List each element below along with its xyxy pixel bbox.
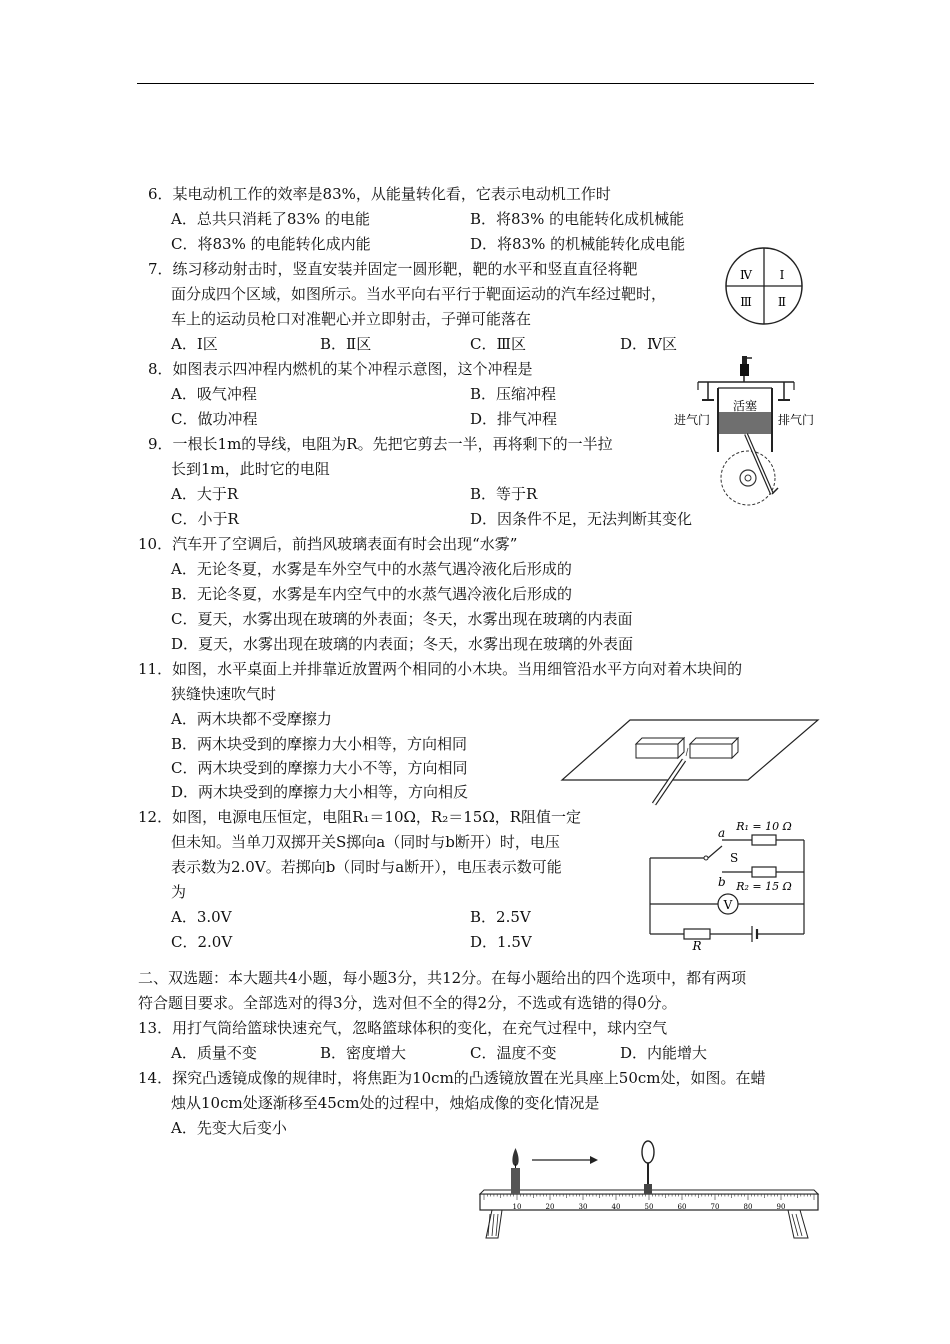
q7-option-d[interactable]: D．Ⅳ区 xyxy=(620,335,678,353)
q11-option-d[interactable]: D．两木块受到的摩擦力大小相等，方向相反 xyxy=(171,783,469,801)
q10-stem: 10．汽车开了空调后，前挡风玻璃表面有时会出现“水雾” xyxy=(138,535,518,553)
q9-stem-1: 9．一根长1m的导线，电阻为R。先把它剪去一半，再将剩下的一半拉 xyxy=(148,435,613,453)
ruler-tick-label: 80 xyxy=(743,1203,753,1211)
q10-option-c[interactable]: C．夏天，水雾出现在玻璃的外表面；冬天，水雾出现在玻璃的内表面 xyxy=(171,610,633,628)
q9-option-b[interactable]: B．等于R xyxy=(470,485,538,503)
target-diagram xyxy=(724,246,806,328)
q8-option-d[interactable]: D．排气冲程 xyxy=(470,410,558,428)
q12-stem-2: 但未知。当单刀双掷开关S掷向a（同时与b断开）时，电压 xyxy=(171,833,560,851)
q9-option-c[interactable]: C．小于R xyxy=(171,510,239,528)
r2-label: R₂ = 15 Ω xyxy=(736,880,792,893)
q13-option-b[interactable]: B．密度增大 xyxy=(320,1044,407,1062)
table-blocks-diagram xyxy=(560,718,820,810)
target-label-ii: Ⅱ xyxy=(777,295,787,309)
q13-stem: 13．用打气筒给篮球快速充气，忽略篮球体积的变化，在充气过程中，球内空气 xyxy=(138,1019,668,1037)
q10-option-a[interactable]: A．无论冬夏，水雾是车外空气中的水蒸气遇冷液化后形成的 xyxy=(171,560,572,578)
q14-stem-1: 14．探究凸透镜成像的规律时，将焦距为10cm的凸透镜放置在光具座上50cm处，如图。在蜡 xyxy=(138,1069,766,1087)
q7-option-a[interactable]: A．Ⅰ区 xyxy=(171,335,218,353)
q7-option-c[interactable]: C．Ⅲ区 xyxy=(470,335,526,353)
q14-option-a[interactable]: A．先变大后变小 xyxy=(171,1119,287,1137)
q10-option-d[interactable]: D．夏天，水雾出现在玻璃的内表面；冬天，水雾出现在玻璃的外表面 xyxy=(171,635,634,653)
q6-option-c[interactable]: C．将83% 的电能转化成内能 xyxy=(171,235,371,253)
q12-option-d[interactable]: D．1.5V xyxy=(470,933,532,951)
ruler-tick-label: 90 xyxy=(776,1203,786,1211)
q13-option-a[interactable]: A．质量不变 xyxy=(171,1044,257,1062)
target-label-i: Ⅰ xyxy=(779,268,785,282)
ruler-tick-label: 10 xyxy=(512,1203,522,1211)
engine-diagram xyxy=(672,352,820,502)
q12-stem-1: 12．如图，电源电压恒定，电阻R₁＝10Ω，R₂＝15Ω，R阻值一定 xyxy=(138,808,582,826)
ruler-tick-label: 20 xyxy=(545,1203,555,1211)
q7-stem-1: 7．练习移动射击时，竖直安装并固定一圆形靶，靶的水平和竖直直径将靶 xyxy=(148,260,638,278)
q12-option-a[interactable]: A．3.0V xyxy=(171,908,232,926)
q8-option-b[interactable]: B．压缩冲程 xyxy=(470,385,557,403)
q7-option-b[interactable]: B．Ⅱ区 xyxy=(320,335,372,353)
q12-option-c[interactable]: C．2.0V xyxy=(171,933,233,951)
q6-option-d[interactable]: D．将83% 的机械能转化成电能 xyxy=(470,235,686,253)
ruler-tick-label: 60 xyxy=(677,1203,687,1211)
q8-option-c[interactable]: C．做功冲程 xyxy=(171,410,258,428)
q14-stem-2: 烛从10cm处逐渐移至45cm处的过程中，烛焰成像的变化情况是 xyxy=(171,1094,600,1112)
q8-stem: 8．如图表示四冲程内燃机的某个冲程示意图，这个冲程是 xyxy=(148,360,533,378)
q13-option-c[interactable]: C．温度不变 xyxy=(470,1044,557,1062)
q11-option-b[interactable]: B．两木块受到的摩擦力大小相等，方向相同 xyxy=(171,735,468,753)
section2-line-2: 符合题目要求。全部选对的得3分，选对但不全的得2分，不选或有选错的得0分。 xyxy=(138,994,677,1012)
q11-stem-1: 11．如图，水平桌面上并排靠近放置两个相同的小木块。当用细管沿水平方向对着木块间的 xyxy=(138,660,743,678)
q9-stem-2: 长到1m，此时它的电阻 xyxy=(171,460,330,478)
section2-line-1: 二、双选题：本大题共4小题，每小题3分，共12分。在每小题给出的四个选项中，都有两项 xyxy=(138,969,747,987)
header-rule xyxy=(137,83,814,84)
terminal-b-label: b xyxy=(718,875,726,889)
terminal-a-label: a xyxy=(718,826,726,840)
q6-option-a[interactable]: A．总共只消耗了83% 的电能 xyxy=(171,210,370,228)
target-label-iv: Ⅳ xyxy=(740,268,752,282)
q6-stem: 6．某电动机工作的效率是83%，从能量转化看，它表示电动机工作时 xyxy=(148,185,611,203)
q12-stem-4: 为 xyxy=(171,883,187,901)
q9-option-d[interactable]: D．因条件不足，无法判断其变化 xyxy=(470,510,693,528)
ruler-tick-label: 50 xyxy=(644,1203,654,1211)
ruler-tick-label: 40 xyxy=(611,1203,621,1211)
switch-label: S xyxy=(730,851,739,865)
q13-option-d[interactable]: D．内能增大 xyxy=(620,1044,708,1062)
q8-option-a[interactable]: A．吸气冲程 xyxy=(171,385,257,403)
q9-option-a[interactable]: A．大于R xyxy=(171,485,239,503)
r1-label: R₁ = 10 Ω xyxy=(736,820,792,833)
q12-option-b[interactable]: B．2.5V xyxy=(470,908,531,926)
exhaust-label: 排气门 xyxy=(777,413,815,427)
q11-option-a[interactable]: A．两木块都不受摩擦力 xyxy=(171,710,332,728)
target-label-iii: Ⅲ xyxy=(740,295,752,309)
resistor-r-label: R xyxy=(692,939,702,953)
q12-stem-3: 表示数为2.0V。若掷向b（同时与a断开），电压表示数可能 xyxy=(171,858,562,876)
voltmeter-label: V xyxy=(723,898,733,912)
q6-option-b[interactable]: B．将83% 的电能转化成机械能 xyxy=(470,210,685,228)
optical-bench-diagram xyxy=(478,1138,822,1242)
q10-option-b[interactable]: B．无论冬夏，水雾是车内空气中的水蒸气遇冷液化后形成的 xyxy=(171,585,573,603)
piston-label: 活塞 xyxy=(732,399,758,413)
ruler-tick-label: 30 xyxy=(578,1203,588,1211)
ruler-tick-label: 70 xyxy=(710,1203,720,1211)
q11-option-c[interactable]: C．两木块受到的摩擦力大小不等，方向相同 xyxy=(171,759,468,777)
intake-label: 进气门 xyxy=(673,413,711,427)
q7-stem-2: 面分成四个区域，如图所示。当水平向右平行于靶面运动的汽车经过靶时， xyxy=(171,285,667,303)
q11-stem-2: 狭缝快速吹气时 xyxy=(171,685,277,703)
circuit-diagram xyxy=(640,816,810,952)
q7-stem-3: 车上的运动员枪口对准靶心并立即射击，子弹可能落在 xyxy=(171,310,532,328)
